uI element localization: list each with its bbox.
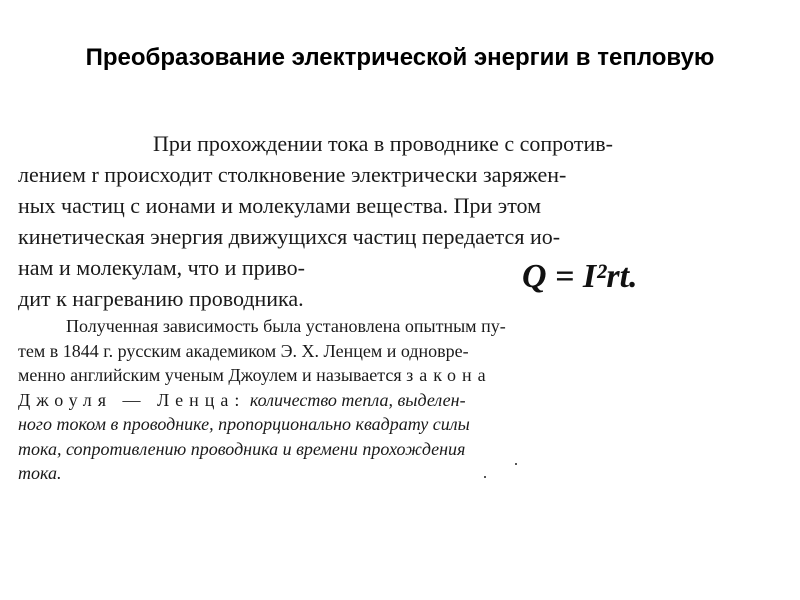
law-name-spaced: закона (406, 365, 492, 385)
text-line: нам и молекулам, что и приво- (18, 255, 305, 280)
text-line: менно английским ученым Джоулем и называется закона (18, 365, 492, 385)
text-line: ного током в проводнике, пропорционально квадрату силы (18, 414, 470, 434)
scan-speck (484, 476, 486, 478)
joule-lenz-formula: Q = I²rt. (522, 258, 638, 295)
text-line: лением r происходит столкновение электрически заряжен- (18, 162, 567, 187)
law-name-spaced: Джоуля — Ленца: (18, 389, 246, 410)
text-line: Джоуля — Ленца: количество тепла, выделен- (18, 389, 466, 410)
text-line: тем в 1844 г. русским академиком Э. Х. Ленцем и одновре- (18, 340, 469, 361)
page-title: Преобразование электрической энергии в тепловую (85, 44, 715, 71)
text-line: дит к нагреванию проводника. (18, 286, 304, 311)
text-line: При прохождении тока в проводнике с сопротив- (153, 131, 613, 156)
paragraph-2 (18, 314, 788, 486)
text-line: кинетическая энергия движущихся частиц передается ио- (18, 224, 561, 249)
scan-speck (515, 463, 517, 465)
text-line: ных частиц с ионами и молекулами вещества. При этом (18, 193, 542, 218)
text-line: тока, сопротивлению проводника и времени прохождения (18, 438, 466, 459)
text-line: тока. (18, 463, 62, 483)
text-line: Полученная зависимость была установлена опытным пу- (66, 316, 506, 336)
paragraph-1 (18, 128, 788, 314)
